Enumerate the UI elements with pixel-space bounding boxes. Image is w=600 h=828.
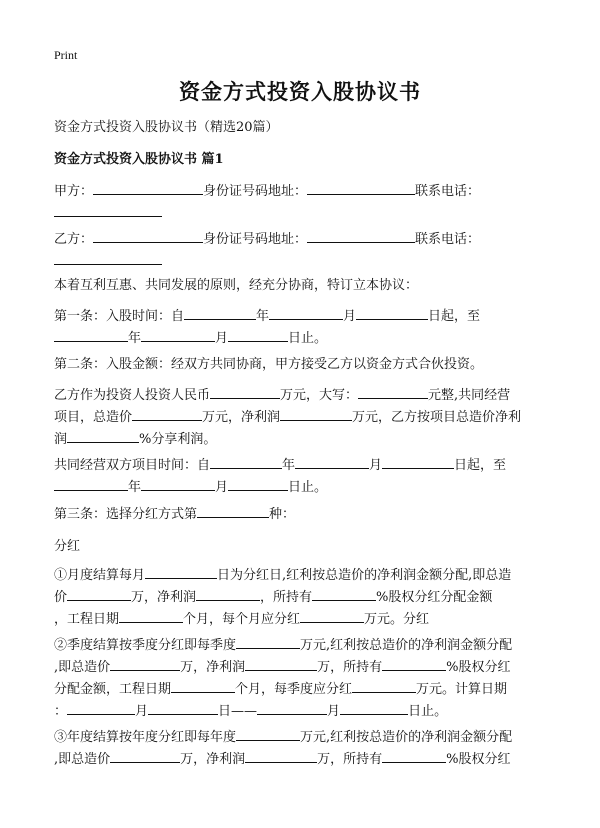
quarterly-line-2 (54, 656, 554, 680)
blank-field (171, 678, 235, 693)
blank-field (148, 700, 218, 715)
party-b-phone-label: 联系电话： (415, 232, 481, 247)
blank-field (54, 327, 128, 342)
blank-field (340, 700, 408, 715)
party-b-line-2 (54, 250, 554, 274)
text-span: 万元,红利按总造价的净利润金额分配 (300, 638, 513, 653)
article-1-line-2 (54, 327, 554, 351)
blank-field (145, 564, 217, 579)
blank-field (280, 406, 352, 421)
blank-field (228, 476, 288, 491)
blank-field (67, 700, 135, 715)
text-span: ②季度结算按季度分红即每季度 (54, 638, 237, 653)
blank-field (54, 250, 162, 265)
blank-field (269, 305, 343, 320)
blank-field (67, 428, 139, 443)
invest-line-2 (54, 406, 554, 430)
blank-field (110, 656, 180, 671)
blank-field (307, 228, 415, 243)
text-span: 项目，总造价 (54, 410, 133, 425)
text-span: 分配金额，工程日期 (54, 682, 172, 697)
article-1-line-1 (54, 305, 554, 329)
text-span: 日起，至 (428, 309, 481, 324)
invest-line-1 (54, 384, 554, 408)
text-span: 个月，每个月应分红 (183, 612, 301, 627)
text-span: 日止。 (288, 480, 328, 495)
text-span: 年 (128, 480, 142, 495)
print-label[interactable]: Print (54, 48, 78, 62)
blank-field (236, 634, 300, 649)
blank-field (210, 454, 282, 469)
blank-field (54, 202, 162, 217)
invest-line-3 (54, 428, 554, 452)
article-2: 第二条：入股金额：经双方共同协商，甲方接受乙方以资金方式合伙投资。 (54, 357, 484, 372)
text-span: ，所持有 (260, 590, 313, 605)
text-span: 月 (135, 704, 149, 719)
monthly-line-2 (54, 586, 554, 610)
text-span: %股权分红 (446, 660, 511, 675)
blank-field (67, 586, 131, 601)
blank-field (197, 503, 269, 518)
blank-field (356, 305, 428, 320)
blank-field (141, 476, 215, 491)
text-span: 万元，净利润 (202, 410, 281, 425)
text-span: 年 (128, 331, 142, 346)
blank-field (245, 748, 317, 763)
text-span: 月 (369, 458, 383, 473)
blank-field (93, 228, 203, 243)
blank-field (93, 180, 203, 195)
party-b-id-label: 身份证号码地址： (203, 232, 308, 247)
blank-field (358, 384, 428, 399)
blank-field (236, 726, 300, 741)
blank-field (110, 748, 180, 763)
text-span: 月 (343, 309, 357, 324)
blank-field (257, 700, 327, 715)
blank-field (382, 748, 446, 763)
text-span: 万元。计算日期 (416, 682, 508, 697)
text-span: %股权分红分配金额 (376, 590, 493, 605)
section-heading: 资金方式投资入股协议书 篇1 (54, 152, 224, 167)
text-span: 万元，乙方按项目总造价净利 (352, 410, 522, 425)
text-span: 第三条：选择分红方式第 (54, 507, 198, 522)
party-a-line-2 (54, 202, 554, 226)
document-subtitle: 资金方式投资入股协议书（精选20篇） (54, 120, 279, 135)
text-span: ,即总造价 (54, 660, 111, 675)
article-3 (54, 503, 554, 527)
text-span: 价 (54, 590, 68, 605)
party-b-label: 乙方： (54, 232, 94, 247)
blank-field (295, 454, 369, 469)
text-span: 万，净利润 (180, 752, 246, 767)
blank-field (210, 384, 280, 399)
monthly-line-3 (54, 608, 554, 632)
text-span: 日—— (218, 704, 258, 719)
text-span: 日止。 (288, 331, 328, 346)
blank-field (132, 406, 202, 421)
yearly-line-1 (54, 726, 554, 750)
blank-field (245, 656, 317, 671)
text-span: 元整,共同经营 (428, 388, 511, 403)
text-span: 万元,红利按总造价的净利润金额分配 (300, 730, 513, 745)
text-span: 年 (256, 309, 270, 324)
text-span: 日起，至 (454, 458, 507, 473)
blank-field (382, 656, 446, 671)
party-b-line (54, 228, 554, 252)
joint-line-1 (54, 454, 554, 478)
party-a-label: 甲方： (54, 184, 94, 199)
text-span: 万元。分红 (364, 612, 430, 627)
text-span: 月 (327, 704, 341, 719)
text-span: 万，所持有 (317, 660, 383, 675)
document-title: 资金方式投资入股协议书 (179, 79, 421, 104)
text-span: 日为分红日,红利按总造价的净利润金额分配,即总造 (217, 568, 512, 583)
monthly-line-1 (54, 564, 554, 588)
blank-field (307, 180, 415, 195)
blank-field (119, 608, 183, 623)
text-span: 种： (269, 507, 296, 522)
quarterly-line-3 (54, 678, 554, 702)
text-span: ③年度结算按年度分红即每年度 (54, 730, 237, 745)
party-a-id-label: 身份证号码地址： (203, 184, 308, 199)
intro-paragraph: 本着互利互惠、共同发展的原则，经充分协商，特订立本协议： (54, 278, 419, 293)
text-span: 年 (282, 458, 296, 473)
blank-field (196, 586, 260, 601)
text-span: ①月度结算每月 (54, 568, 146, 583)
text-span: 乙方作为投资人投资人民币 (54, 388, 211, 403)
dividend-label: 分红 (54, 539, 81, 554)
text-span: ： (54, 704, 68, 719)
blank-field (382, 454, 454, 469)
party-a-line (54, 180, 554, 204)
quarterly-line-4 (54, 700, 554, 724)
quarterly-line-1 (54, 634, 554, 658)
text-span: 月 (215, 480, 229, 495)
text-span: 万元，大写： (280, 388, 359, 403)
blank-field (54, 476, 128, 491)
text-span: %分享利润。 (139, 432, 217, 447)
text-span: ，工程日期 (54, 612, 120, 627)
blank-field (300, 608, 364, 623)
blank-field (312, 586, 376, 601)
text-span: %股权分红 (446, 752, 511, 767)
text-span: 万，净利润 (131, 590, 197, 605)
text-span: 个月，每季度应分红 (235, 682, 353, 697)
blank-field (184, 305, 256, 320)
text-span: 月 (215, 331, 229, 346)
text-span: 第一条：入股时间：自 (54, 309, 185, 324)
text-span: 润 (54, 432, 68, 447)
text-span: 共同经营双方项目时间：自 (54, 458, 211, 473)
text-span: 万，净利润 (180, 660, 246, 675)
party-a-phone-label: 联系电话： (415, 184, 481, 199)
blank-field (228, 327, 288, 342)
joint-line-2 (54, 476, 554, 500)
text-span: 日止。 (408, 704, 448, 719)
blank-field (141, 327, 215, 342)
blank-field (352, 678, 416, 693)
text-span: 万，所持有 (317, 752, 383, 767)
text-span: ,即总造价 (54, 752, 111, 767)
yearly-line-2 (54, 748, 554, 772)
